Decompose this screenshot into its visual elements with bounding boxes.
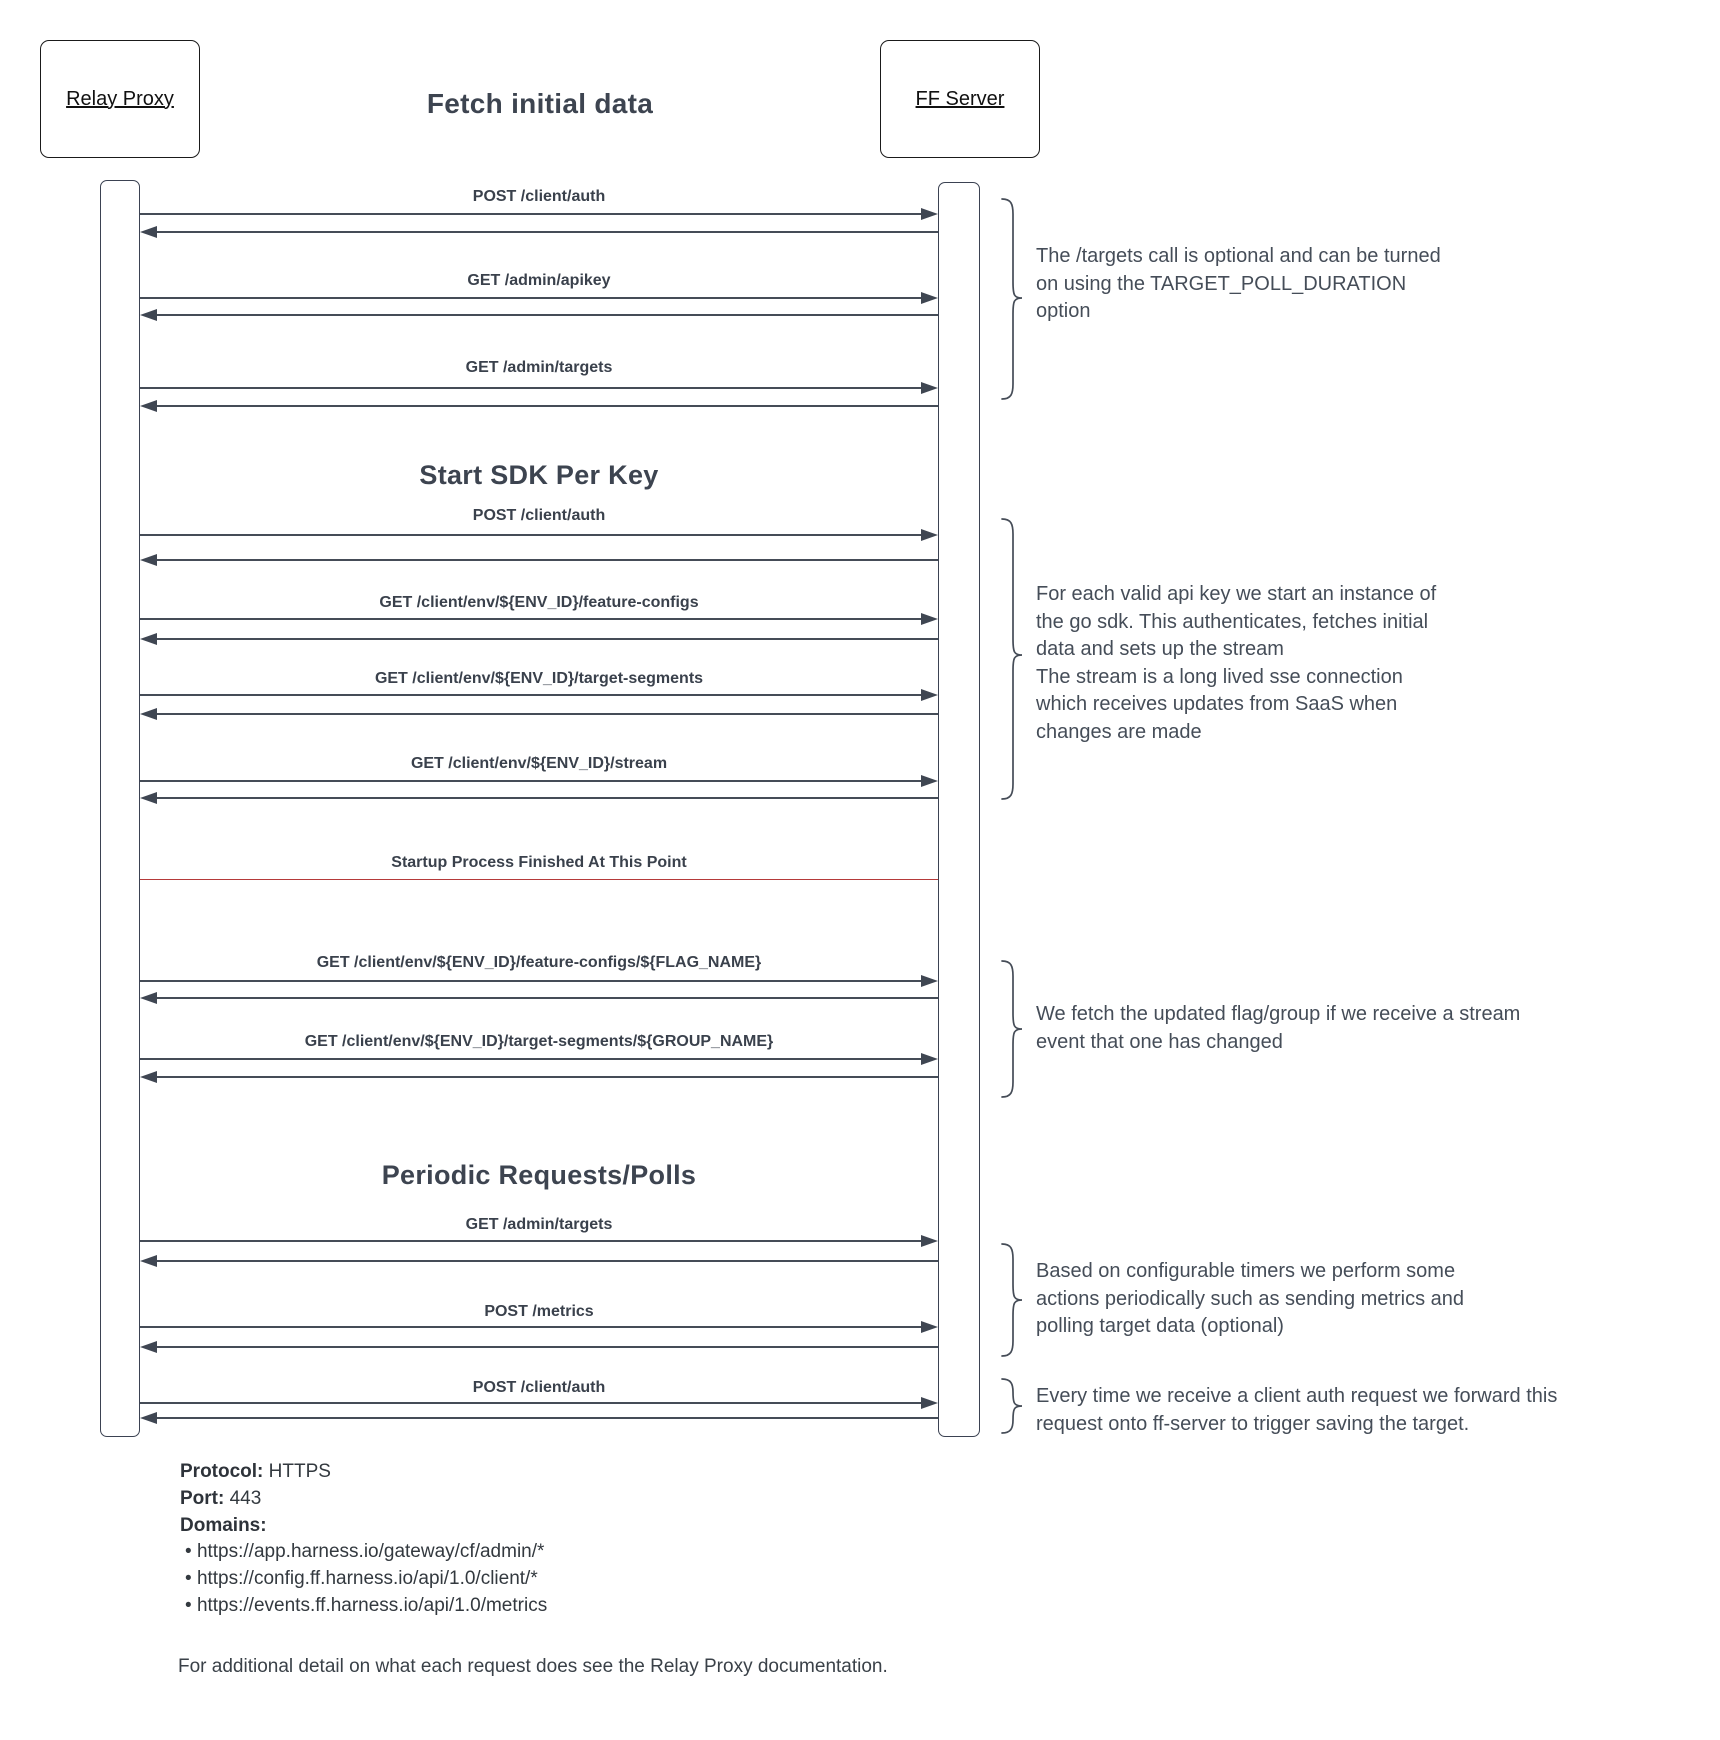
separator-label: Startup Process Finished At This Point bbox=[391, 854, 687, 871]
domains-line bbox=[180, 1513, 547, 1540]
return-arrowhead-icon bbox=[140, 226, 157, 238]
section-heading: Periodic Requests/Polls bbox=[381, 1160, 697, 1190]
return-arrowhead-icon bbox=[140, 708, 157, 720]
call-arrow-line bbox=[140, 387, 924, 389]
annotation-line: event that one has changed bbox=[1036, 1030, 1283, 1053]
annotation-brace-icon bbox=[1000, 518, 1026, 800]
separator-red-line bbox=[140, 879, 938, 880]
domain-url: • https://events.ff.harness.io/api/1.0/metrics bbox=[180, 1593, 547, 1620]
return-arrow-line bbox=[155, 1260, 938, 1262]
return-arrow-line bbox=[155, 797, 938, 799]
call-arrow-line bbox=[140, 534, 924, 536]
call-arrow-line bbox=[140, 213, 924, 215]
domains-label: Domains: bbox=[180, 1514, 267, 1536]
return-arrow-line bbox=[155, 405, 938, 407]
call-arrow-line bbox=[140, 1402, 924, 1404]
return-arrow-line bbox=[155, 997, 938, 999]
call-arrowhead-icon bbox=[921, 1235, 938, 1247]
return-arrow-line bbox=[155, 638, 938, 640]
call-arrowhead-icon bbox=[921, 975, 938, 987]
annotation-brace-icon bbox=[1000, 1243, 1026, 1357]
message-label: GET /client/env/${ENV_ID}/target-segments/${GROUP_NAME} bbox=[304, 1033, 774, 1050]
message-label: POST /client/auth bbox=[472, 188, 606, 205]
return-arrow-line bbox=[155, 314, 938, 316]
return-arrow-line bbox=[155, 1417, 938, 1419]
protocol-line bbox=[180, 1459, 547, 1486]
return-arrowhead-icon bbox=[140, 1412, 157, 1424]
annotation-line: We fetch the updated flag/group if we receive a stream bbox=[1036, 1003, 1521, 1025]
annotation-line: For each valid api key we start an instance of bbox=[1036, 583, 1437, 605]
annotation-line: which receives updates from SaaS when bbox=[1036, 693, 1398, 715]
call-arrowhead-icon bbox=[921, 382, 938, 394]
annotation-text bbox=[1036, 243, 1596, 326]
return-arrow-line bbox=[155, 231, 938, 233]
message-label: GET /admin/apikey bbox=[467, 272, 611, 289]
message-label: GET /admin/targets bbox=[465, 1216, 613, 1233]
ff-server-label: FF Server bbox=[915, 87, 1005, 110]
return-arrow-line bbox=[155, 559, 938, 561]
annotation-brace-icon bbox=[1000, 960, 1026, 1098]
call-arrow-line bbox=[140, 1058, 924, 1060]
annotation-line: data and sets up the stream bbox=[1036, 638, 1284, 660]
message-label: POST /client/auth bbox=[472, 1379, 606, 1396]
annotation-line: the go sdk. This authenticates, fetches initial bbox=[1036, 610, 1429, 633]
message-label: GET /client/env/${ENV_ID}/feature-configs/${FLAG_NAME} bbox=[316, 954, 762, 971]
relay-proxy-actor-box bbox=[40, 40, 200, 158]
call-arrow-line bbox=[140, 780, 924, 782]
connection-details bbox=[180, 1459, 547, 1620]
return-arrow-line bbox=[155, 1076, 938, 1078]
call-arrow-line bbox=[140, 618, 924, 620]
message-label: GET /client/env/${ENV_ID}/stream bbox=[410, 755, 668, 772]
annotation-line: The stream is a long lived sse connection bbox=[1036, 665, 1403, 688]
call-arrowhead-icon bbox=[921, 208, 938, 220]
call-arrowhead-icon bbox=[921, 1397, 938, 1409]
call-arrowhead-icon bbox=[921, 1053, 938, 1065]
return-arrowhead-icon bbox=[140, 1255, 157, 1267]
return-arrowhead-icon bbox=[140, 792, 157, 804]
call-arrow-line bbox=[140, 297, 924, 299]
port-line bbox=[180, 1486, 547, 1513]
call-arrow-line bbox=[140, 1326, 924, 1328]
protocol-label: Protocol: bbox=[180, 1461, 264, 1482]
port-label: Port: bbox=[180, 1487, 225, 1509]
return-arrowhead-icon bbox=[140, 309, 157, 321]
annotation-line: option bbox=[1036, 300, 1091, 322]
return-arrowhead-icon bbox=[140, 633, 157, 645]
relay-proxy-lifeline bbox=[100, 180, 140, 1437]
domain-url: • https://config.ff.harness.io/api/1.0/client/* bbox=[180, 1566, 547, 1593]
call-arrow-line bbox=[140, 980, 924, 982]
message-label: GET /admin/targets bbox=[465, 359, 613, 376]
call-arrowhead-icon bbox=[921, 529, 938, 541]
return-arrow-line bbox=[155, 1346, 938, 1348]
message-label: GET /client/env/${ENV_ID}/feature-configs bbox=[379, 594, 699, 611]
annotation-text bbox=[1036, 581, 1596, 746]
return-arrowhead-icon bbox=[140, 400, 157, 412]
relay-proxy-label: Relay Proxy bbox=[66, 87, 174, 110]
call-arrowhead-icon bbox=[921, 1321, 938, 1333]
call-arrowhead-icon bbox=[921, 613, 938, 625]
section-heading: Start SDK Per Key bbox=[419, 460, 659, 490]
annotation-line: on using the TARGET_POLL_DURATION bbox=[1036, 272, 1407, 295]
annotation-text bbox=[1036, 1001, 1596, 1056]
annotation-brace-icon bbox=[1000, 198, 1026, 400]
return-arrowhead-icon bbox=[140, 554, 157, 566]
call-arrowhead-icon bbox=[921, 775, 938, 787]
call-arrowhead-icon bbox=[921, 689, 938, 701]
message-label: POST /metrics bbox=[484, 1303, 594, 1320]
annotation-brace-icon bbox=[1000, 1378, 1026, 1434]
return-arrowhead-icon bbox=[140, 1071, 157, 1083]
call-arrow-line bbox=[140, 694, 924, 696]
annotation-line: actions periodically such as sending metrics and bbox=[1036, 1287, 1464, 1310]
ff-server-lifeline bbox=[938, 182, 980, 1437]
domain-url: • https://app.harness.io/gateway/cf/admin/* bbox=[180, 1539, 547, 1566]
annotation-line: Based on configurable timers we perform some bbox=[1036, 1260, 1456, 1282]
return-arrow-line bbox=[155, 713, 938, 715]
ff-server-actor-box bbox=[880, 40, 1040, 158]
return-arrowhead-icon bbox=[140, 992, 157, 1004]
annotation-text bbox=[1036, 1383, 1596, 1438]
return-arrowhead-icon bbox=[140, 1341, 157, 1353]
call-arrowhead-icon bbox=[921, 292, 938, 304]
diagram-title: Fetch initial data bbox=[426, 88, 654, 119]
annotation-line: The /targets call is optional and can be turned bbox=[1036, 245, 1441, 267]
call-arrow-line bbox=[140, 1240, 924, 1242]
documentation-note: For additional detail on what each request does see the Relay Proxy documentation. bbox=[178, 1656, 888, 1677]
annotation-text bbox=[1036, 1258, 1596, 1341]
message-label: GET /client/env/${ENV_ID}/target-segments bbox=[374, 670, 704, 687]
annotation-line: changes are made bbox=[1036, 720, 1202, 743]
message-label: POST /client/auth bbox=[472, 507, 606, 524]
protocol-value: HTTPS bbox=[268, 1461, 331, 1482]
annotation-line: request onto ff-server to trigger saving the target. bbox=[1036, 1412, 1470, 1435]
annotation-line: Every time we receive a client auth request we forward this bbox=[1036, 1385, 1558, 1407]
annotation-line: polling target data (optional) bbox=[1036, 1315, 1284, 1337]
port-value: 443 bbox=[229, 1487, 262, 1509]
